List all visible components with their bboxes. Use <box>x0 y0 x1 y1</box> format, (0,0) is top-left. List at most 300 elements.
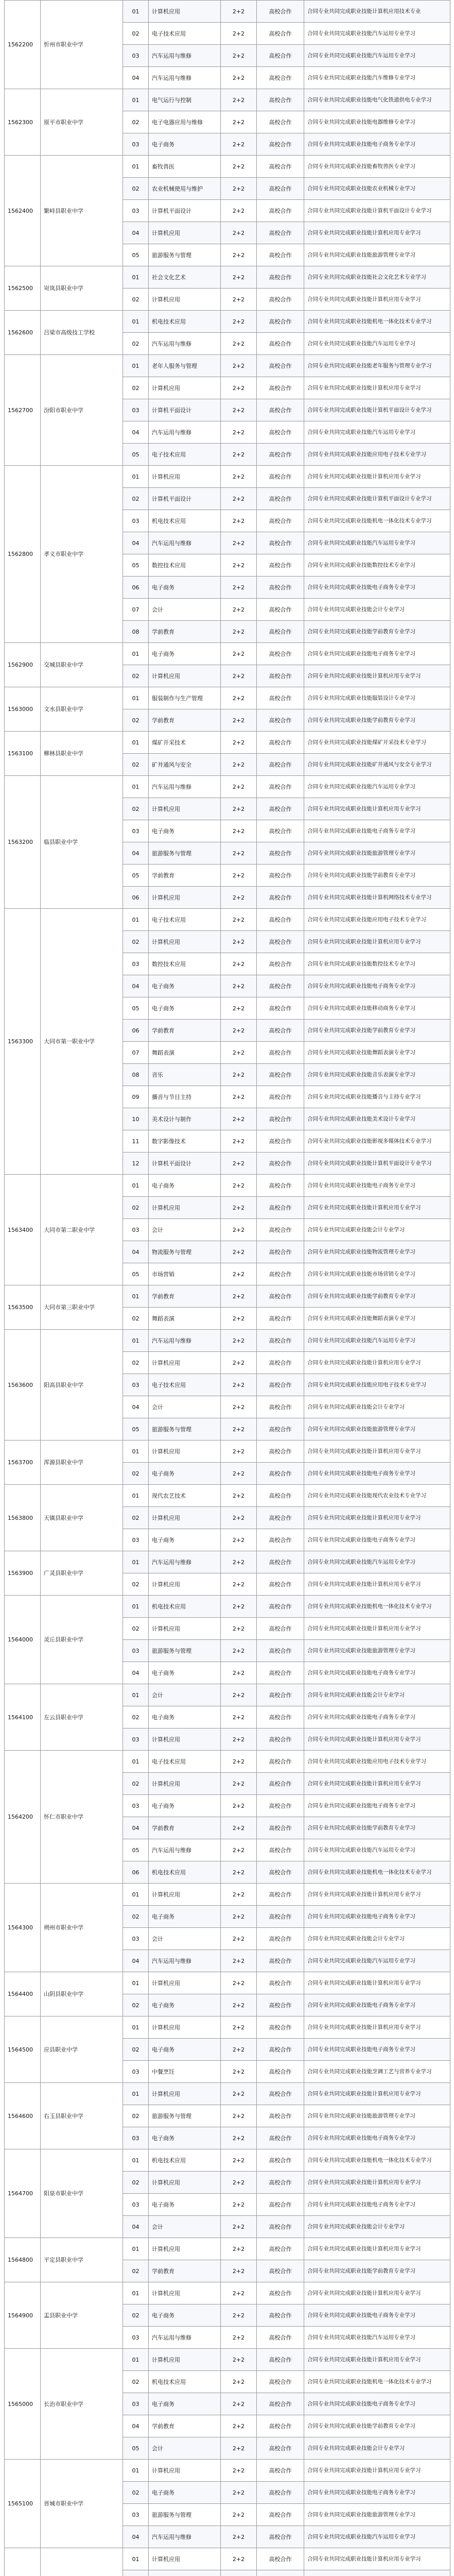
major-code: 02 <box>123 2482 149 2504</box>
major-name: 计算机应用 <box>149 222 221 244</box>
table-row <box>5 1972 450 1994</box>
school-name: 怀仁市职业中学 <box>41 1751 123 1884</box>
school-name: 大同市第二职业中学 <box>41 1175 123 1285</box>
school-code: 1563800 <box>5 1485 41 1551</box>
major-code: 03 <box>123 2194 149 2216</box>
school-name: 文水县职业中学 <box>41 687 123 732</box>
study-mode: 高校合作 <box>257 2526 304 2548</box>
study-mode: 高校合作 <box>257 2349 304 2371</box>
duration: 2+2 <box>221 200 257 222</box>
study-mode: 高校合作 <box>257 2393 304 2415</box>
study-mode: 高校合作 <box>257 776 304 798</box>
major-note: 合同专业共同完成职业技能汽车运用专业学习 <box>304 23 450 45</box>
major-code: 02 <box>123 1507 149 1529</box>
study-mode: 高校合作 <box>257 2061 304 2083</box>
major-name: 数控技术应用 <box>149 554 221 577</box>
major-name: 计算机应用 <box>149 665 221 687</box>
major-code: 04 <box>123 975 149 997</box>
school-code: 1564500 <box>5 2016 41 2083</box>
duration: 2+2 <box>221 1640 257 1662</box>
major-code: 04 <box>123 1662 149 1684</box>
study-mode: 高校合作 <box>257 377 304 399</box>
major-note: 合同专业共同完成职业技能现代农业技术专业学习 <box>304 1485 450 1507</box>
duration: 2+2 <box>221 1529 257 1551</box>
major-note: 合同专业共同完成职业技能会计专业学习 <box>304 599 450 621</box>
major-note: 合同专业共同完成职业技能音乐表演专业学习 <box>304 1064 450 1086</box>
major-code: 01 <box>123 2238 149 2260</box>
major-code: 02 <box>123 1906 149 1928</box>
major-code: 06 <box>123 887 149 909</box>
study-mode: 高校合作 <box>257 421 304 444</box>
duration: 2+2 <box>221 1020 257 1042</box>
major-code <box>123 2570 149 2576</box>
major-name: 美术设计与制作 <box>149 1108 221 1130</box>
school-code: 1565000 <box>5 2349 41 2460</box>
major-note: 合同专业共同完成职业技能舞蹈表演专业学习 <box>304 1308 450 1330</box>
duration: 2+2 <box>221 2238 257 2260</box>
study-mode: 高校合作 <box>257 488 304 510</box>
study-mode: 高校合作 <box>257 1042 304 1064</box>
major-code: 03 <box>123 1529 149 1551</box>
duration: 2+2 <box>221 931 257 953</box>
major-note: 合同专业共同完成职业技能电子商务专业学习 <box>304 1706 450 1728</box>
major-code: 03 <box>123 1219 149 1241</box>
major-note: 合同专业共同完成职业技能矿井通风与安全专业学习 <box>304 754 450 776</box>
major-code: 06 <box>123 1861 149 1884</box>
duration: 2+2 <box>221 1396 257 1418</box>
major-code: 02 <box>123 1618 149 1640</box>
duration: 2+2 <box>221 2437 257 2460</box>
duration: 2+2 <box>221 997 257 1020</box>
table-row <box>5 1330 450 1352</box>
major-code: 01 <box>123 266 149 289</box>
study-mode: 高校合作 <box>257 2238 304 2260</box>
major-code: 01 <box>123 1330 149 1352</box>
school-code: 1562700 <box>5 355 41 466</box>
major-code: 01 <box>123 1440 149 1463</box>
duration: 2+2 <box>221 1197 257 1219</box>
duration: 2+2 <box>221 2172 257 2194</box>
major-name: 服装制作与生产管理 <box>149 687 221 709</box>
school-name: 朔州市职业中学 <box>41 1884 123 1972</box>
major-code: 01 <box>123 2149 149 2172</box>
study-mode: 高校合作 <box>257 1440 304 1463</box>
major-code: 06 <box>123 1020 149 1042</box>
major-code: 12 <box>123 1153 149 1175</box>
study-mode: 高校合作 <box>257 178 304 200</box>
major-note: 合同专业共同完成职业技能汽车运用专业学习 <box>304 1330 450 1352</box>
study-mode: 高校合作 <box>257 1706 304 1728</box>
duration: 2+2 <box>221 2371 257 2393</box>
school-name: 大同市第一职业中学 <box>41 909 123 1175</box>
major-code: 08 <box>123 621 149 643</box>
duration: 2+2 <box>221 1618 257 1640</box>
duration: 2+2 <box>221 111 257 133</box>
duration: 2+2 <box>221 1573 257 1596</box>
duration: 2+2 <box>221 67 257 89</box>
major-note: 合同专业共同完成职业技能市场营销专业学习 <box>304 1263 450 1285</box>
school-name: 阳高县职业中学 <box>41 1330 123 1440</box>
study-mode: 高校合作 <box>257 1197 304 1219</box>
duration: 2+2 <box>221 953 257 975</box>
major-name: 电子商务 <box>149 1706 221 1728</box>
study-mode: 高校合作 <box>257 1352 304 1374</box>
duration: 2+2 <box>221 2526 257 2548</box>
table-row <box>5 1751 450 1773</box>
major-code: 09 <box>123 1086 149 1108</box>
study-mode: 高校合作 <box>257 2216 304 2238</box>
major-name: 计算机应用 <box>149 1884 221 1906</box>
school-name: 阳泉市职业中学 <box>41 2149 123 2238</box>
major-name: 电子技术应用 <box>149 909 221 931</box>
major-code: 05 <box>123 1839 149 1861</box>
duration: 2+2 <box>221 732 257 754</box>
duration: 2+2 <box>221 333 257 355</box>
major-code: 02 <box>123 1706 149 1728</box>
major-code: 04 <box>123 1950 149 1972</box>
major-name: 会计 <box>149 2437 221 2460</box>
major-name: 汽车运用与维修 <box>149 421 221 444</box>
major-code: 02 <box>123 111 149 133</box>
school-name: 原平市职业中学 <box>41 89 123 156</box>
study-mode: 高校合作 <box>257 1861 304 1884</box>
major-code: 02 <box>123 1994 149 2016</box>
major-note: 合同专业共同完成职业技能计算机应用专业学习 <box>304 222 450 244</box>
table-row <box>5 89 450 111</box>
study-mode: 高校合作 <box>257 1463 304 1485</box>
study-mode: 高校合作 <box>257 1684 304 1706</box>
major-note: 合同专业共同完成职业技能计算机应用专业学习 <box>304 2238 450 2260</box>
study-mode: 高校合作 <box>257 1507 304 1529</box>
duration: 2+2 <box>221 577 257 599</box>
duration: 2+2 <box>221 776 257 798</box>
major-name: 中餐烹饪 <box>149 2061 221 2083</box>
school-code: 1564700 <box>5 2149 41 2238</box>
major-name: 汽车运用与维修 <box>149 333 221 355</box>
duration: 2+2 <box>221 45 257 67</box>
study-mode: 高校合作 <box>257 399 304 421</box>
table-row <box>5 2083 450 2105</box>
study-mode: 高校合作 <box>257 532 304 554</box>
major-name: 计算机应用 <box>149 2016 221 2039</box>
major-note: 合同专业共同完成职业技能计算机应用专业学习 <box>304 2083 450 2105</box>
major-code: 04 <box>123 842 149 865</box>
school-code: 1565100 <box>5 2460 41 2548</box>
major-name: 电子商务 <box>149 2127 221 2149</box>
table-row <box>5 2016 450 2039</box>
major-name: 学前教育 <box>149 1285 221 1308</box>
major-note: 合同专业共同完成职业技能电器维修专业学习 <box>304 111 450 133</box>
school-code: 1564800 <box>5 2238 41 2282</box>
duration: 2+2 <box>221 2216 257 2238</box>
table-row <box>5 2149 450 2172</box>
school-code: 1564400 <box>5 1972 41 2016</box>
duration: 2+2 <box>221 842 257 865</box>
table-row <box>5 1285 450 1308</box>
major-code: 02 <box>123 2105 149 2127</box>
major-name <box>149 2570 221 2576</box>
table-row <box>5 355 450 377</box>
major-name: 旅游服务与管理 <box>149 244 221 266</box>
major-note: 合同专业共同完成职业技能学前教育专业学习 <box>304 709 450 732</box>
school-code: 1563100 <box>5 732 41 776</box>
major-code: 01 <box>123 1596 149 1618</box>
major-name: 旅游服务与管理 <box>149 1640 221 1662</box>
major-code: 02 <box>123 931 149 953</box>
table-row <box>5 2548 450 2570</box>
duration: 2+2 <box>221 1662 257 1684</box>
study-mode: 高校合作 <box>257 1175 304 1197</box>
duration: 2+2 <box>221 2548 257 2570</box>
study-mode: 高校合作 <box>257 1263 304 1285</box>
major-note: 合同专业共同完成职业技能计算机应用专业学习 <box>304 1440 450 1463</box>
major-note: 合同专业共同完成职业技能计算机应用专业学习 <box>304 1728 450 1751</box>
major-name: 机电技术应用 <box>149 1596 221 1618</box>
major-name: 电子技术应用 <box>149 23 221 45</box>
major-code: 03 <box>123 820 149 842</box>
school-code: 1562600 <box>5 311 41 355</box>
major-note: 合同专业共同完成职业技能计算机应用专业学习 <box>304 931 450 953</box>
school-code <box>5 2548 41 2576</box>
major-name: 计算机应用 <box>149 377 221 399</box>
study-mode: 高校合作 <box>257 67 304 89</box>
study-mode: 高校合作 <box>257 1795 304 1817</box>
duration <box>221 2570 257 2576</box>
school-name: 长治市职业中学 <box>41 2349 123 2460</box>
major-note: 合同专业共同完成职业技能老年服务与管理专业学习 <box>304 355 450 377</box>
major-note: 合同专业共同完成职业技能会计专业学习 <box>304 2437 450 2460</box>
major-code: 04 <box>123 2415 149 2437</box>
table-row <box>5 1596 450 1618</box>
duration: 2+2 <box>221 311 257 333</box>
major-code: 07 <box>123 1042 149 1064</box>
duration: 2+2 <box>221 466 257 488</box>
major-name: 计算机应用 <box>149 466 221 488</box>
duration: 2+2 <box>221 2127 257 2149</box>
major-note: 合同专业共同完成职业技能汽车运用专业学习 <box>304 1839 450 1861</box>
major-code: 02 <box>123 2039 149 2061</box>
study-mode: 高校合作 <box>257 45 304 67</box>
major-code: 02 <box>123 23 149 45</box>
major-note: 合同专业共同完成职业技能煤矿开采技术专业学习 <box>304 732 450 754</box>
school-name: 吕梁市高级技工学校 <box>41 311 123 355</box>
study-mode: 高校合作 <box>257 798 304 820</box>
major-name: 舞蹈表演 <box>149 1042 221 1064</box>
duration: 2+2 <box>221 1551 257 1573</box>
duration: 2+2 <box>221 1906 257 1928</box>
study-mode: 高校合作 <box>257 23 304 45</box>
duration: 2+2 <box>221 754 257 776</box>
major-name: 旅游服务与管理 <box>149 842 221 865</box>
major-name: 旅游服务与管理 <box>149 2105 221 2127</box>
duration: 2+2 <box>221 2149 257 2172</box>
school-code: 1563700 <box>5 1440 41 1485</box>
major-note: 合同专业共同完成职业技能电子商务专业学习 <box>304 2039 450 2061</box>
major-name: 电子商务 <box>149 1175 221 1197</box>
major-name: 计算机平面设计 <box>149 1153 221 1175</box>
major-name: 会计 <box>149 599 221 621</box>
major-note: 合同专业共同完成职业技能电子商务专业学习 <box>304 820 450 842</box>
duration: 2+2 <box>221 1130 257 1153</box>
study-mode: 高校合作 <box>257 975 304 997</box>
study-mode: 高校合作 <box>257 466 304 488</box>
major-note: 合同专业共同完成职业技能学前教育专业学习 <box>304 621 450 643</box>
major-name: 电子商务 <box>149 1529 221 1551</box>
duration: 2+2 <box>221 532 257 554</box>
study-mode: 高校合作 <box>257 2437 304 2460</box>
school-name: 广灵县职业中学 <box>41 1551 123 1596</box>
duration: 2+2 <box>221 1751 257 1773</box>
duration: 2+2 <box>221 798 257 820</box>
school-code: 1564000 <box>5 1596 41 1684</box>
major-name: 旅游服务与管理 <box>149 1418 221 1440</box>
major-note: 合同专业共同完成职业技能计算机应用专业学习 <box>304 2548 450 2570</box>
major-note: 合同专业共同完成职业技能学前教育专业学习 <box>304 2260 450 2282</box>
major-name: 老年人服务与管理 <box>149 355 221 377</box>
study-mode: 高校合作 <box>257 665 304 687</box>
study-mode: 高校合作 <box>257 1219 304 1241</box>
major-code: 03 <box>123 45 149 67</box>
duration: 2+2 <box>221 266 257 289</box>
duration: 2+2 <box>221 1773 257 1795</box>
major-code: 03 <box>123 1928 149 1950</box>
major-code: 01 <box>123 1175 149 1197</box>
major-name: 数字影像技术 <box>149 1130 221 1153</box>
school-code: 1563900 <box>5 1551 41 1596</box>
major-note: 合同专业共同完成职业技能电子商务专业学习 <box>304 1994 450 2016</box>
duration: 2+2 <box>221 355 257 377</box>
duration: 2+2 <box>221 1884 257 1906</box>
school-code: 1564300 <box>5 1884 41 1972</box>
study-mode: 高校合作 <box>257 1817 304 1839</box>
school-code: 1563400 <box>5 1175 41 1285</box>
school-code: 1563000 <box>5 687 41 732</box>
major-name: 电子商务 <box>149 1994 221 2016</box>
major-name: 电子商务 <box>149 2482 221 2504</box>
major-note: 合同专业共同完成职业技能会计专业学习 <box>304 1684 450 1706</box>
major-name: 汽车运用与维修 <box>149 1839 221 1861</box>
major-code: 02 <box>123 665 149 687</box>
duration: 2+2 <box>221 1418 257 1440</box>
table-row <box>5 732 450 754</box>
major-code: 08 <box>123 1064 149 1086</box>
study-mode: 高校合作 <box>257 1153 304 1175</box>
major-note: 合同专业共同完成职业技能电子商务专业学习 <box>304 577 450 599</box>
major-note: 合同专业共同完成职业技能汽车运用专业学习 <box>304 421 450 444</box>
major-note: 合同专业共同完成职业技能应用电子技术专业学习 <box>304 1751 450 1773</box>
major-code: 06 <box>123 577 149 599</box>
major-code: 03 <box>123 953 149 975</box>
major-note: 合同专业共同完成职业技能计算机应用专业学习 <box>304 2282 450 2304</box>
major-note: 合同专业共同完成职业技能旅游管理专业学习 <box>304 2504 450 2526</box>
major-note: 合同专业共同完成职业技能计算机网络技术专业学习 <box>304 887 450 909</box>
major-note: 合同专业共同完成职业技能计算机应用专业学习 <box>304 1773 450 1795</box>
major-code: 03 <box>123 2127 149 2149</box>
major-name: 电子商务 <box>149 577 221 599</box>
major-note: 合同专业共同完成职业技能计算机应用专业学习 <box>304 377 450 399</box>
study-mode: 高校合作 <box>257 754 304 776</box>
major-code: 02 <box>123 2304 149 2327</box>
study-mode: 高校合作 <box>257 111 304 133</box>
major-note: 合同专业共同完成职业技能电子商务专业学习 <box>304 2127 450 2149</box>
duration: 2+2 <box>221 1861 257 1884</box>
study-mode: 高校合作 <box>257 1529 304 1551</box>
major-name: 计算机应用 <box>149 2172 221 2194</box>
duration: 2+2 <box>221 1374 257 1396</box>
study-mode: 高校合作 <box>257 1241 304 1263</box>
major-name: 计算机应用 <box>149 2238 221 2260</box>
duration: 2+2 <box>221 2393 257 2415</box>
major-name: 社会文化艺术 <box>149 266 221 289</box>
school-code: 1562300 <box>5 89 41 156</box>
table-row <box>5 2349 450 2371</box>
major-note: 合同专业共同完成职业技能数控技术专业学习 <box>304 554 450 577</box>
study-mode: 高校合作 <box>257 1396 304 1418</box>
duration: 2+2 <box>221 1795 257 1817</box>
study-mode: 高校合作 <box>257 2149 304 2172</box>
major-name: 机电技术应用 <box>149 311 221 333</box>
major-note: 合同专业共同完成职业技能计算机应用专业学习 <box>304 2349 450 2371</box>
duration: 2+2 <box>221 820 257 842</box>
major-name: 汽车运用与维修 <box>149 532 221 554</box>
major-name: 农业机械使用与维护 <box>149 178 221 200</box>
major-code: 02 <box>123 754 149 776</box>
major-name: 会计 <box>149 1684 221 1706</box>
major-note: 合同专业共同完成职业技能数控技术专业学习 <box>304 953 450 975</box>
major-note: 合同专业共同完成职业技能物流管理专业学习 <box>304 1241 450 1263</box>
major-name: 电子商务 <box>149 975 221 997</box>
table-row <box>5 776 450 798</box>
enrollment-plan-table <box>4 0 450 2576</box>
school-name: 右玉县职业中学 <box>41 2083 123 2149</box>
major-code: 01 <box>123 1972 149 1994</box>
study-mode: 高校合作 <box>257 244 304 266</box>
major-name: 音乐 <box>149 1064 221 1086</box>
major-code: 05 <box>123 1263 149 1285</box>
major-name: 电子电器应用与维修 <box>149 111 221 133</box>
major-name: 电气运行与控制 <box>149 89 221 111</box>
school-name <box>41 2548 123 2576</box>
major-note: 合同专业共同完成职业技能计算机应用专业学习 <box>304 1618 450 1640</box>
major-code: 01 <box>123 355 149 377</box>
major-note: 合同专业共同完成职业技能汽车运用专业学习 <box>304 1551 450 1573</box>
study-mode: 高校合作 <box>257 333 304 355</box>
study-mode: 高校合作 <box>257 156 304 178</box>
study-mode: 高校合作 <box>257 887 304 909</box>
major-name: 计算机平面设计 <box>149 488 221 510</box>
major-code: 03 <box>123 1795 149 1817</box>
school-name: 忻州市职业中学 <box>41 1 123 89</box>
study-mode: 高校合作 <box>257 1551 304 1573</box>
study-mode: 高校合作 <box>257 1573 304 1596</box>
major-name: 计算机应用 <box>149 1728 221 1751</box>
major-name: 市场营销 <box>149 1263 221 1285</box>
major-note: 合同专业共同完成职业技能会计专业学习 <box>304 1396 450 1418</box>
major-name: 电子商务 <box>149 997 221 1020</box>
study-mode: 高校合作 <box>257 1640 304 1662</box>
duration: 2+2 <box>221 1485 257 1507</box>
study-mode: 高校合作 <box>257 2327 304 2349</box>
major-note: 合同专业共同完成职业技能电子商务专业学习 <box>304 1906 450 1928</box>
study-mode: 高校合作 <box>257 732 304 754</box>
table-row <box>5 311 450 333</box>
table-row <box>5 1175 450 1197</box>
duration: 2+2 <box>221 2482 257 2504</box>
school-name: 繁峙县职业中学 <box>41 156 123 266</box>
study-mode: 高校合作 <box>257 2482 304 2504</box>
major-note: 合同专业共同完成职业技能学前教育专业学习 <box>304 1020 450 1042</box>
duration: 2+2 <box>221 1285 257 1308</box>
